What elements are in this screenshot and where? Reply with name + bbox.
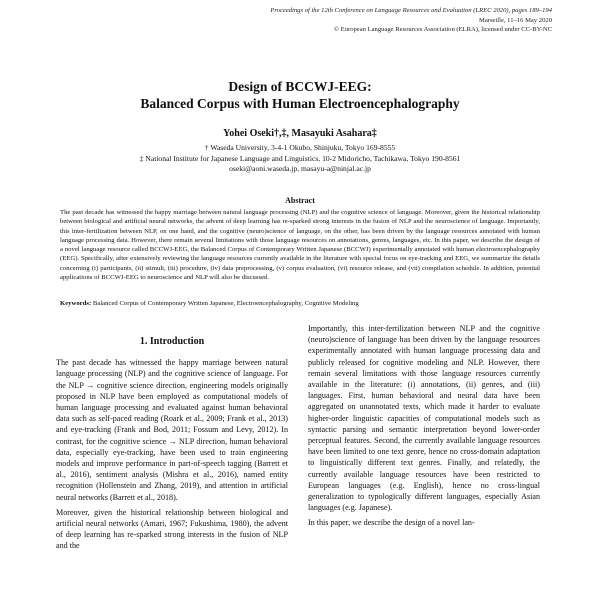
affiliation-1: † Waseda University, 3-4-1 Okubo, Shinjuku, Tokyo 169-8555 xyxy=(204,143,396,152)
affiliations xyxy=(0,143,600,175)
keywords-text: Balanced Corpus of Contemporary Written Japanese, Electroencephalography, Cognitive Modeling xyxy=(92,300,359,307)
abstract-heading: Abstract xyxy=(285,196,315,205)
abstract-text: The past decade has witnessed the happy marriage between natural language processing (NLP) and the cognitive science of language. Moreover, given the historical relationship between biological and artificial neural networks, the advent of deep learning has re-sparked strong interests in the fusion of NLP and the neuroscience of language. Importantly, this inter-fertilization between NLP, on one hand, and the cognitive (neuro)science of language, on the other, has been driven by the language resources annotated with human language processing data. However, there remain several limitations with those language resources on annotations, genres, languages, etc. In this paper, we describe the design of a novel language resource called BCCWJ-EEG, the Balanced Corpus of Contemporary Written Japanese (BCCWJ) experimentally annotated with human electroencephalography (EEG). Specifically, after extensively reviewing the language resources currently available in the literature with special focus on eye-tracking and EEG, we summarize the details concerning (i) participants, (ii) stimuli, (iii) procedure, (iv) data preprocessing, (v) corpus evaluation, (vi) resource release, and (vii) compilation schedule. In addition, potential applications of BCCWJ-EEG to neuroscience and NLP will also be discussed. xyxy=(60,209,540,282)
header-line-2: Marseille, 11–16 May 2020 xyxy=(478,16,552,24)
title-line-1: Design of BCCWJ-EEG: xyxy=(228,79,372,94)
keywords xyxy=(60,300,540,307)
paper-title xyxy=(0,78,600,112)
intro-heading: 1. Introduction xyxy=(139,336,205,347)
proceedings-header xyxy=(132,6,552,35)
intro-paragraph-2: Moreover, given the historical relationship between biological and artificial neural networks (Amari, 1967; Fukushima, 1980), the advent of deep learning has re-sparked strong interests in the fusion of NLP and the xyxy=(56,507,288,551)
right-column xyxy=(308,323,540,533)
left-column xyxy=(56,336,288,556)
title-line-2: Balanced Corpus with Human Electroencephalography xyxy=(140,96,460,111)
affiliation-2: ‡ National Institute for Japanese Language and Linguistics, 10-2 Midoricho, Tachikawa, Tokyo 190-8561 xyxy=(139,153,461,163)
intro-paragraph-1: The past decade has witnessed the happy marriage between natural language processing (NLP) and the cognitive science of language. For the NLP → cognitive science direction, engineering models originally proposed in NLP have been employed as computational models of human language processing and evaluated against human behavioral data such as self-paced reading (Roark et al., 2009; Frank et al., 2013) and eye-tracking (Frank and Bod, 2011; Fossum and Levy, 2012). In contrast, for the cognitive science → NLP direction, human behavioral data, especially eye-tracking, have been used to train engineering models and improve performance in part-of-speech tagging (Barrett et al., 2016), sentiment analysis (Mishra et al., 2016), named entity recognition (Hollenstein and Zhang, 2019), and attention in artificial neural networks (Barrett et al., 2018). xyxy=(56,358,288,502)
header-line-3: © European Language Resources Association (ELRA), licensed under CC-BY-NC xyxy=(334,26,552,34)
author-emails: oseki@aoni.waseda.jp, masayu-a@ninjal.ac.jp xyxy=(229,164,371,174)
header-line-1: Proceedings of the 12th Conference on Language Resources and Evaluation (LREC 2020), pages 189–194 xyxy=(270,7,552,14)
intro-paragraph-3: Importantly, this inter-fertilization between NLP and the cognitive (neuro)science of language has been driven by the language resources experimentally annotated with human language processing data and publicly released for cognitive modeling and NLP. However, there remain several limitations with those language resources currently available in the literature: (i) annotations, (ii) genres, and (iii) languages. First, human behavioral and neural data have been aggregated on unannotated texts, which made it harder to evaluate higher-order linguistic capacities of computational models such as syntactic parsing and semantic interpretation beyond lower-order perceptual features. Second, the currently available language resources have been limited to one text genre, hence no cross-domain adaptation to linguistically different text genres. Finally, and relatedly, the currently available language resources have been restricted to European languages (e.g. English), hence no cross-lingual generalization to typologically different languages, especially Asian languages (e.g. Japanese). xyxy=(308,324,540,513)
authors: Yohei Oseki†,‡, Masayuki Asahara‡ xyxy=(223,128,377,139)
intro-paragraph-4: In this paper, we describe the design of a novel lan- xyxy=(308,518,475,528)
keywords-label: Keywords: xyxy=(60,300,92,307)
